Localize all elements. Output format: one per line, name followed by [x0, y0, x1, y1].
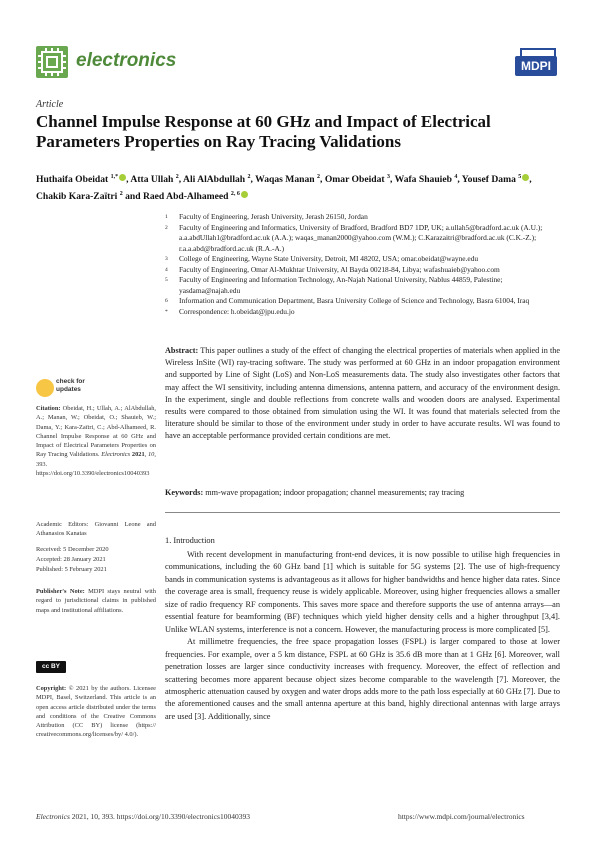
author-name[interactable]: Wafa Shauieb: [394, 174, 455, 186]
author-name[interactable]: Raed Abd-Alhameed: [142, 191, 231, 203]
affiliation-number: *: [165, 308, 168, 315]
keywords-label: Keywords:: [165, 488, 204, 497]
date-accepted: Accepted: 28 January 2021: [36, 556, 106, 563]
author-separator: ,: [320, 174, 325, 186]
affiliation-item: [165, 265, 560, 276]
affiliation-text: Faculty of Engineering and Information Technology, An-Najah National University, Nablus 44859, Palestine; yasdama@najah.edu: [179, 275, 503, 295]
keywords-text: mm-wave propagation; indoor propagation; channel measurements; ray tracing: [203, 488, 465, 497]
affiliations: [165, 212, 560, 317]
publisher-note: [36, 587, 156, 615]
abstract-text: This paper outlines a study of the effect of changing the electrical properties of materials when applied in the Wireless InSite (WI) ray-tracing software. The study was performed at 60 GHz in an indoor propagation environment and supported by Line of Sight (LoS) and Non-LoS measurements data. The study also investigates other factors that may affect the WI sensitivity, including antenna dimensions, antenna pattern, and accuracy of the environment design. In the experiment, single and double reflections from concrete walls and wooden doors are analysed. Experimental results were compared to those obtained from simulation using the WI. It was found that materials selected from the literature should be similar to those of the environment under study in order to have accurate results. WI was found to have an acceptable performance provided certain conditions are met.: [165, 346, 560, 441]
author-affiliation-marker: 1,*: [110, 174, 119, 180]
copyright-text: © 2021 by the authors. Licensee MDPI, Basel, Switzerland. This article is an open access article distributed under the terms and conditions of the Creative Commons Attribution (CC BY) license (https:// creativecommons.org/licenses/by/ 4.0/).: [36, 685, 156, 739]
author-list: [36, 170, 556, 204]
section-heading: 1. Introduction: [165, 536, 215, 545]
affiliation-text: Correspondence: h.obeidat@jpu.edu.jo: [179, 306, 295, 316]
check-updates-label: [56, 378, 85, 394]
footer-citation: [36, 812, 250, 821]
author-affiliation-marker: 2, 6: [230, 191, 240, 198]
author-affiliation-marker: 4: [454, 174, 458, 180]
citation-block: [36, 404, 156, 478]
publisher-logo: MDPI: [515, 56, 557, 76]
affiliation-number: 5: [165, 277, 168, 283]
citation-doi[interactable]: , 393. https://doi.org/10.3390/electronics10040393: [36, 451, 156, 478]
author-affiliation-marker: 3: [387, 174, 390, 180]
journal-name: electronics: [76, 50, 177, 71]
author-affiliation-marker: 2: [317, 174, 321, 180]
author-name[interactable]: Ali AlAbdullah: [183, 174, 248, 186]
affiliation-item: [165, 254, 560, 265]
copyright-label: Copyright:: [36, 685, 67, 692]
author-separator: ,: [529, 174, 532, 186]
author-name[interactable]: Yousef Dama: [461, 174, 519, 186]
copyright: [36, 684, 156, 740]
affiliation-text: Faculty of Engineering, Omar Al-Mukhtar University, Al Bayda 00218-84, Libya; wafashuaieb@yahoo.com: [179, 264, 500, 274]
author-name[interactable]: Atta Ullah: [130, 174, 176, 186]
divider: [165, 512, 560, 513]
body-text: [165, 549, 560, 723]
affiliation-item: [165, 307, 560, 318]
author-separator: ,: [390, 174, 395, 186]
author-name[interactable]: Chakib Kara-Zaïtri: [36, 191, 120, 203]
publisher-note-label: Publisher's Note:: [36, 588, 85, 595]
affiliation-number: 4: [165, 266, 168, 273]
affiliation-number: 1: [165, 214, 168, 220]
author-separator: ,: [126, 174, 131, 186]
date-published: Published: 5 February 2021: [36, 566, 107, 573]
citation-label: Citation:: [36, 405, 61, 412]
affiliation-item: [165, 223, 560, 255]
affiliation-text: Information and Communication Department, Basra University College of Science and Technology, Basra 61004, Iraq: [179, 296, 530, 305]
author-separator: ,: [178, 174, 184, 186]
cc-license-icon[interactable]: cc BY: [36, 661, 66, 673]
keywords: [165, 487, 560, 499]
affiliation-item: [165, 275, 560, 296]
paragraph: With recent development in manufacturing front-end devices, it is now possible to utilise high frequencies in communications, including the 60 GHz band [1] which is suitable for 5G systems [2]. The use of high-frequency bands in communication systems is advantageous as it allows for higher bandwidths and hence higher data rates. Since the coverage area is small, frequency reuse is widely applicable. Moreover, using higher frequencies allows a smaller size of radio frequency RF components. This saves more space and therefore supports the use of antenna arrays—an essential feature for beamforming (BF) techniques which yield higher density cells and a higher throughput [3,4]. Unlike WLAN systems, interference is not a concern. However, the manufacturing process is more complicated [5].: [165, 550, 560, 634]
paragraph: At millimetre frequencies, the free space propagation losses (FSPL) is larger compared to those at lower frequencies. For example, over a 5 km distance, FSPL at 60 GHz is 35.6 dB more than at 1 GHz [6]. Moreover, wall penetration losses are larger since conductivity increases with frequency. Moreover, the effect of reflection and scattering becomes more apparent because object sizes become comparable to the wavelength [7]. Moreover, the atmospheric attenuation caused by oxygen and water drops adds more to the path loss especially at 60 GHz [7]. Due to the aforementioned causes and the small antenna aperture at this band, highly directional antennas with large arrays are used [3]. Additionally, since: [165, 637, 560, 721]
editors: Academic Editors: Giovanni Leone and Athanasios Kanatas: [36, 521, 156, 538]
author-name[interactable]: Omar Obeidat: [324, 174, 387, 186]
affiliation-number: 2: [165, 224, 168, 231]
footer-journal: Electronics: [36, 812, 70, 821]
journal-logo-icon: [36, 46, 68, 78]
date-received: Received: 5 December 2020: [36, 546, 109, 553]
citation-journal: Electronics: [101, 451, 131, 459]
affiliation-text: College of Engineering, Wayne State University, Detroit, MI 48202, USA; omar.obeidat@wayne.edu: [179, 254, 479, 263]
abstract: [165, 345, 560, 443]
citation-year: 2021: [130, 451, 145, 459]
author-affiliation-marker: 2: [175, 174, 179, 180]
affiliation-item: [165, 296, 560, 307]
author-separator: and: [122, 191, 143, 203]
check-updates-line1: check for: [56, 378, 85, 385]
article-type: Article: [36, 99, 64, 110]
affiliation-text: Faculty of Engineering, Jerash University, Jerash 26150, Jordan: [179, 212, 368, 221]
affiliation-text: Faculty of Engineering and Informatics, University of Bradford, Bradford BD7 1DP, UK; a.ullah5@bradford.ac.uk (A.U.); a.a.abdUllah1@bradford.ac.uk (A.A.); waqas_manan2000@yahoo.com (W.M.); C.Karazaitri@bradford.ac.uk (C.K.-Z.); r.a.a.abd@bradford.ac.uk (R.A.-A.): [179, 222, 543, 253]
publisher-note-text: MDPI stays neutral with regard to jurisdictional claims in published maps and institutional affiliations.: [36, 588, 156, 614]
affiliation-number: 3: [165, 256, 168, 262]
author-name[interactable]: Huthaifa Obeidat: [36, 174, 111, 186]
author-affiliation-marker: 5: [518, 174, 522, 180]
abstract-label: Abstract:: [165, 346, 199, 355]
citation-text: Obeidat, H.; Ullah, A.; AlAbdullah, A.; Manan, W.; Obeidat, O.; Shauieb, W.; Dama, Y.; Kara-Zaïtri, C.; Abd-Alhameed, R. Channel Impulse Response at 60 GHz and Impact of Electrical Parameters Properties on Ray Tracing Validations.: [36, 405, 156, 459]
check-updates-line2: updates: [56, 386, 81, 393]
citation-volume: , 10: [144, 451, 155, 459]
author-separator: ,: [457, 174, 462, 186]
orcid-icon[interactable]: [241, 191, 248, 198]
author-name[interactable]: Waqas Manan: [255, 174, 318, 186]
affiliation-number: 6: [165, 298, 168, 304]
check-updates-icon: [36, 379, 54, 397]
author-separator: ,: [250, 174, 256, 186]
article-title: Channel Impulse Response at 60 GHz and Impact of Electrical Parameters Properties on Ray Tracing Validations: [36, 112, 491, 151]
footer-doi[interactable]: 2021, 10, 393. https://doi.org/10.3390/electronics10040393: [69, 812, 250, 821]
author-affiliation-marker: 2: [119, 191, 123, 198]
footer-journal-url[interactable]: https://www.mdpi.com/journal/electronics: [398, 812, 525, 821]
affiliation-item: [165, 212, 560, 223]
check-for-updates-badge[interactable]: [36, 377, 116, 399]
author-affiliation-marker: 2: [247, 174, 251, 180]
